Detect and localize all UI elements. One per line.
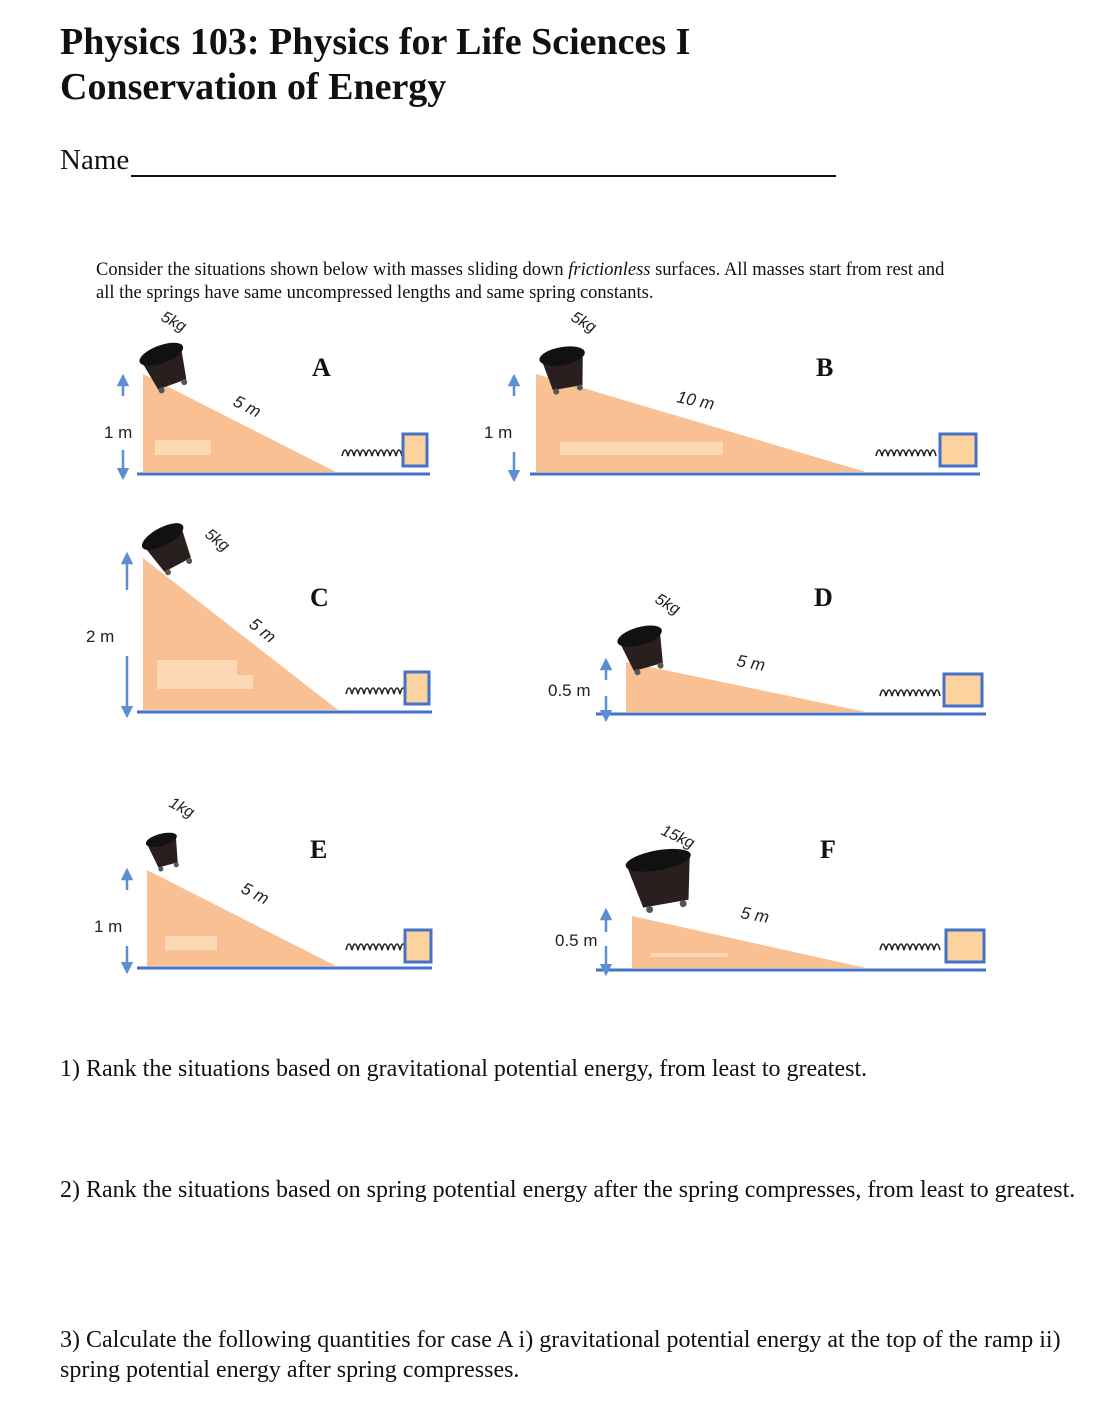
block [405, 930, 431, 962]
name-blank-line[interactable] [131, 147, 836, 177]
case-label: B [816, 353, 834, 382]
situation-d [548, 583, 986, 716]
question-2: 2) Rank the situations based on spring potential energy after the spring compresses, from least to greatest. [60, 1177, 1076, 1203]
ramp-highlight [155, 440, 211, 455]
block [940, 434, 976, 466]
situation-a [104, 309, 430, 474]
block [403, 434, 427, 466]
length-label: 5 m [230, 391, 265, 422]
ramp [632, 916, 866, 968]
case-label: D [814, 583, 833, 612]
block [405, 672, 429, 704]
block [944, 674, 982, 706]
ramp [536, 374, 866, 472]
height-label: 1 m [104, 423, 133, 442]
height-label: 0.5 m [548, 681, 591, 700]
length-label: 10 m [675, 387, 717, 414]
cart-icon [624, 845, 700, 916]
question-3: 3) Calculate the following quantities for case A i) gravitational potential energy at the top of the ramp ii) spring potential energy after spring compresses. [60, 1327, 1061, 1383]
situation-c [86, 518, 432, 712]
ramp-highlight [157, 660, 237, 675]
length-label: 5 m [735, 651, 767, 675]
ramp-highlight [157, 675, 253, 689]
name-label: Name [60, 144, 130, 176]
ramp-highlight [560, 442, 723, 455]
ramp [147, 870, 336, 966]
height-label: 1 m [94, 917, 123, 936]
block [946, 930, 984, 962]
ramp-highlight [165, 936, 217, 950]
ramp-diagrams [0, 290, 1100, 1010]
name-field[interactable] [60, 144, 836, 177]
page-subtitle: Conservation of Energy [60, 66, 447, 108]
intro-text-1: Consider the situations shown below with masses sliding down [96, 259, 569, 280]
situation-b [484, 309, 980, 476]
height-label: 2 m [86, 627, 115, 646]
question-1: 1) Rank the situations based on gravitational potential energy, from least to greatest. [60, 1056, 868, 1082]
spring-icon [876, 450, 936, 456]
height-label: 0.5 m [555, 931, 598, 950]
spring-icon [342, 450, 402, 456]
length-label: 5 m [238, 878, 273, 909]
mass-label: 5kg [568, 308, 599, 337]
length-label: 5 m [739, 903, 771, 927]
case-label: C [310, 583, 329, 612]
case-label: F [820, 835, 836, 864]
situation-e [94, 795, 432, 968]
spring-icon [346, 688, 406, 694]
intro-text-2: surfaces. All masses start from rest and all the springs have same uncompressed lengths and same spring constants. [96, 259, 945, 303]
height-label: 1 m [484, 423, 513, 442]
mass-label: 5kg [652, 590, 683, 619]
mass-label: 15kg [658, 822, 697, 853]
page-title: Physics 103: Physics for Life Sciences I [60, 21, 691, 63]
case-label: E [310, 835, 328, 864]
length-label: 5 m [245, 614, 280, 647]
mass-label: 5kg [201, 525, 233, 556]
mass-label: 1kg [166, 794, 197, 822]
mass-label: 5kg [158, 308, 189, 336]
spring-icon [880, 690, 940, 696]
ramp [143, 374, 336, 472]
spring-icon [880, 944, 940, 950]
situation-f [555, 822, 986, 970]
cart-icon [144, 830, 184, 874]
case-label: A [312, 353, 331, 382]
intro-italic: frictionless [568, 259, 651, 280]
ramp-highlight [650, 953, 728, 957]
spring-icon [346, 944, 406, 950]
